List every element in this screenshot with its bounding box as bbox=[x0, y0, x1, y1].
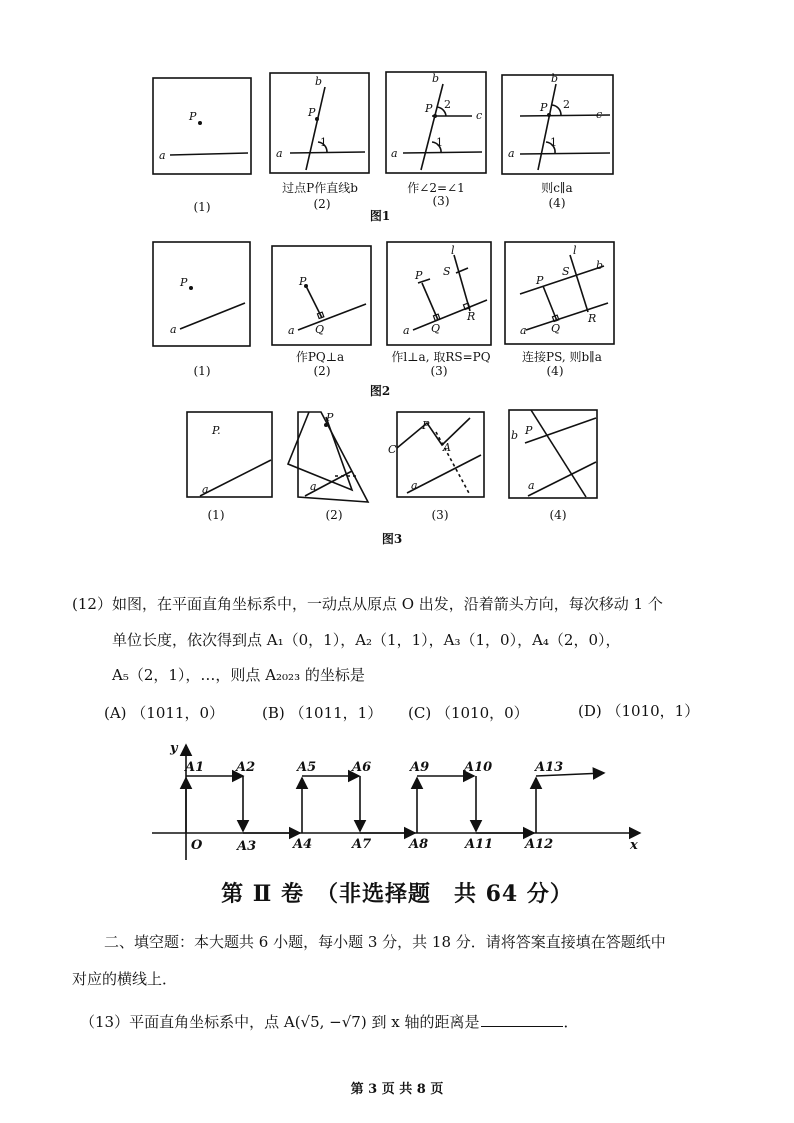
q12-option-d: (D) （1010，1） bbox=[578, 702, 700, 720]
fig2-p3-label-Q: Q bbox=[431, 322, 441, 335]
fig1-p3-label-2: 2 bbox=[444, 98, 451, 111]
point-label-A2: A2 bbox=[236, 760, 256, 775]
point-label-A10: A10 bbox=[464, 760, 493, 775]
fig2-caption-3: 作l⊥a, 取RS=PQ bbox=[391, 350, 491, 364]
fig2-p4-label-P: P bbox=[536, 274, 544, 287]
fig1-caption-2: 过点P作直线b bbox=[282, 181, 358, 195]
point-label-A3: A3 bbox=[237, 839, 257, 854]
fig1-p3-label-1: 1 bbox=[436, 136, 443, 149]
q12-option-b: (B) （1011，1） bbox=[262, 704, 383, 722]
point-label-A1: A1 bbox=[185, 760, 205, 775]
point-label-A12: A12 bbox=[525, 837, 554, 852]
fig2-p4-label-l: l bbox=[573, 244, 577, 257]
q12-line-1: (12）如图，在平面直角坐标系中，一动点从原点 O 出发，沿着箭头方向，每次移动 1 个 bbox=[72, 595, 663, 613]
fig3-p3-label-C: C bbox=[388, 443, 397, 456]
fig2-p3-label-l: l bbox=[451, 244, 455, 257]
fig1-p1-label-a: a bbox=[159, 149, 166, 162]
fig3-number-1: (1) bbox=[207, 508, 225, 522]
x-axis-label: x bbox=[630, 838, 638, 853]
fig2-p4-label-a: a bbox=[520, 324, 527, 337]
point-label-A4: A4 bbox=[293, 837, 313, 852]
fig1-p1-label-P: P bbox=[189, 110, 197, 123]
fig1-number-4: (4) bbox=[548, 196, 566, 210]
q13-period: ． bbox=[563, 1013, 579, 1031]
fig2-p2-label-Q: Q bbox=[315, 323, 325, 336]
fig2-p4-label-b: b bbox=[596, 259, 604, 272]
fig2-p2-label-P: P bbox=[299, 275, 307, 288]
fig1-p4-label-a: a bbox=[508, 147, 515, 160]
fig1-p4-label-2: 2 bbox=[563, 98, 570, 111]
q13-text: （13）平面直角坐标系中，点 A(√5, −√7) 到 x 轴的距离是 bbox=[80, 1013, 480, 1031]
fig2-p3-label-R: R bbox=[467, 310, 476, 323]
q13-line bbox=[80, 1011, 578, 1032]
fig1-number-3: (3) bbox=[432, 194, 450, 208]
y-axis-label: y bbox=[170, 741, 178, 756]
fig1-p2-label-a: a bbox=[276, 147, 283, 160]
point-label-A5: A5 bbox=[297, 760, 317, 775]
fig3-p2-label-P: P bbox=[326, 411, 334, 424]
section-2-instruction-2: 对应的横线上． bbox=[72, 970, 178, 988]
fig1-p2-label-b: b bbox=[315, 75, 323, 88]
q12-line-2: 单位长度，依次得到点 A₁（0，1），A₂（1，1），A₃（1，0），A₄（2，0）， bbox=[112, 631, 621, 649]
fig1-number-2: (2) bbox=[313, 197, 331, 211]
fig2-p3-label-S: S bbox=[443, 265, 451, 278]
point-label-A9: A9 bbox=[410, 760, 430, 775]
point-label-A6: A6 bbox=[352, 760, 372, 775]
fig3-p4-label-P: P bbox=[525, 424, 533, 437]
page-number: 第 3 页 共 8 页 bbox=[350, 1082, 444, 1097]
fig1-p3-label-a: a bbox=[391, 147, 398, 160]
origin-label: O bbox=[191, 838, 203, 853]
point-label-A11: A11 bbox=[465, 837, 494, 852]
section-2-instruction-1: 二、填空题：本大题共 6 小题，每小题 3 分，共 18 分．请将答案直接填在答题纸中 bbox=[104, 933, 666, 951]
fig2-p4-label-Q: Q bbox=[551, 322, 561, 335]
fig2-number-3: (3) bbox=[430, 364, 448, 378]
fig3-title: 图3 bbox=[381, 532, 403, 546]
q12-option-c: (C) （1010，0） bbox=[408, 704, 529, 722]
fig3-number-3: (3) bbox=[431, 508, 449, 522]
fig2-number-1: (1) bbox=[193, 364, 211, 378]
fig1-p2-label-1: 1 bbox=[320, 136, 327, 149]
fig3-number-4: (4) bbox=[549, 508, 567, 522]
fig3-p1-label-P: P. bbox=[212, 424, 221, 437]
fig2-caption-4: 连接PS, 则b∥a bbox=[522, 350, 602, 364]
fig2-number-4: (4) bbox=[546, 364, 564, 378]
fig1-caption-3: 作∠2=∠1 bbox=[407, 181, 465, 195]
section-2-title: 第 Ⅱ 卷 （非选择题 共 64 分） bbox=[221, 881, 573, 907]
fig3-p1-label-a: a bbox=[202, 483, 209, 496]
fig2-title: 图2 bbox=[369, 384, 391, 398]
point-label-A8: A8 bbox=[409, 837, 429, 852]
fig2-p3-label-a: a bbox=[403, 324, 410, 337]
fig1-p4-label-c: c bbox=[596, 108, 603, 121]
fig1-number-1: (1) bbox=[193, 200, 211, 214]
fig2-p4-label-S: S bbox=[562, 265, 570, 278]
fig3-p3-label-P: P bbox=[422, 419, 430, 432]
q12-option-a: (A) （1011，0） bbox=[104, 704, 225, 722]
fig1-caption-4: 则c∥a bbox=[541, 181, 573, 195]
fig1-title: 图1 bbox=[369, 209, 391, 223]
fig1-p2-label-P: P bbox=[308, 106, 316, 119]
fig3-p4-label-b: b bbox=[511, 429, 519, 442]
fig2-p3-label-P: P bbox=[415, 269, 423, 282]
point-label-A7: A7 bbox=[352, 837, 372, 852]
fig1-p4-label-1: 1 bbox=[550, 136, 557, 149]
fig2-p1-label-P: P bbox=[180, 276, 188, 289]
q12-line-3: A₅（2，1），…，则点 A₂₀₂₃ 的坐标是 bbox=[112, 666, 365, 684]
fig3-p3-label-a: a bbox=[411, 479, 418, 492]
fig3-p2-label-a: a bbox=[310, 480, 317, 493]
fig1-p4-label-P: P bbox=[540, 101, 548, 114]
fig2-caption-2: 作PQ⊥a bbox=[295, 350, 345, 364]
fig1-p3-label-c: c bbox=[476, 109, 483, 122]
fig1-p4-label-b: b bbox=[551, 72, 559, 85]
fig2-p2-label-a: a bbox=[288, 324, 295, 337]
fig1-p3-label-P: P bbox=[425, 102, 433, 115]
q13-answer-blank[interactable] bbox=[481, 1012, 563, 1027]
fig3-p3-label-A: A bbox=[443, 441, 451, 454]
fig2-number-2: (2) bbox=[313, 364, 331, 378]
fig1-p3-label-b: b bbox=[432, 72, 440, 85]
point-label-A13: A13 bbox=[535, 760, 564, 775]
fig2-p1-label-a: a bbox=[170, 323, 177, 336]
fig3-number-2: (2) bbox=[325, 508, 343, 522]
fig3-p4-label-a: a bbox=[528, 479, 535, 492]
fig2-p4-label-R: R bbox=[588, 312, 597, 325]
